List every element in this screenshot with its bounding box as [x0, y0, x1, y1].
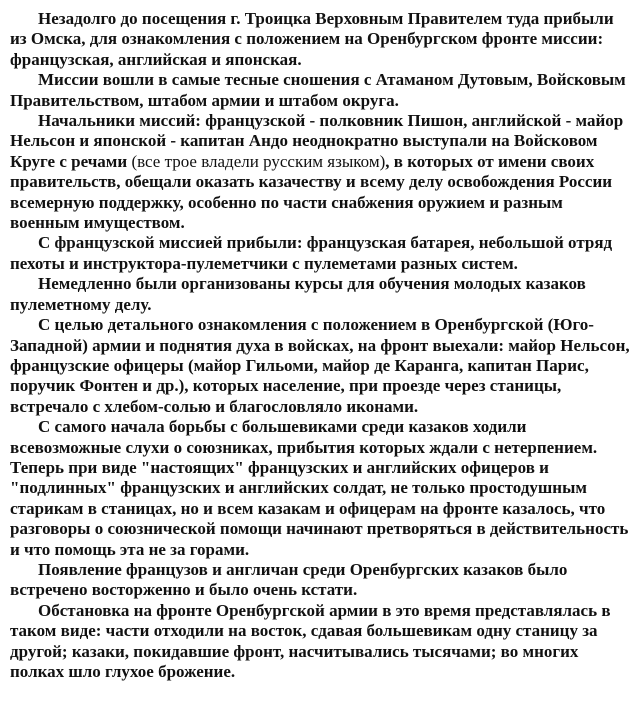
paragraph-4: С французской миссией прибыли: французская батарея, небольшой отряд пехоты и инструктора-пулеметчики с пулеметами разных систем. — [10, 233, 613, 273]
paragraph-5: Немедленно были организованы курсы для обучения молодых казаков пулеметному делу. — [10, 274, 586, 314]
paragraph-1: Незадолго до посещения г. Троицка Верховным Правителем туда прибыли из Омска, для ознакомления с положением на Оренбургском фронте миссии: французская, английская и японская. — [10, 9, 614, 69]
paragraph-3-text-after: , в которых от имени своих правительств, обещали оказать казачеству и всему делу освобождения России всемерную поддержку, особенно по части снабжения оружием и разным военным имуществом. — [10, 151, 613, 233]
paragraph-8: Появление французов и англичан среди Оренбургских казаков было встречено восторженно и было очень кстати. — [10, 559, 568, 600]
paragraph-6: С целью детального ознакомления с положением в Оренбургской (Юго-Западной) армии и поднятия духа в войсках, на фронт выехали: майор Нельсон, французские офицеры (майор Гильоми, майор де Каранга, капитан Парис, поручик Фонтен и др.), которых население, при проезде через станицы, встречало с хлебом-солью и благословляло иконами. — [10, 315, 630, 416]
paragraph-3-aside: (все трое владели русским языком) — [131, 151, 386, 171]
paragraph-3-text-before: Начальники миссий: французской - полковник Пишон, английской - майор Нельсон и японской - капитан Андо неоднократно выступали на Войсковом Круге с речами — [10, 111, 624, 171]
paragraph-9: Обстановка на фронте Оренбургской армии в это время представлялась в таком виде: части отходили на восток, сдавая большевикам одну станицу за другой; казаки, покидавшие фронт, насчитывались тысячами; во многих полках шло глухое брожение. — [10, 600, 611, 681]
paragraph-3 — [10, 111, 632, 233]
paragraph-2: Миссии вошли в самые тесные сношения с Атаманом Дутовым, Войсковым Правительством, штабом армии и штабом округа. — [10, 70, 626, 110]
paragraph-7: С самого начала борьбы с большевиками среди казаков ходили всевозможные слухи о союзниках, прибытия которых ждали с нетерпением. Теперь при виде "настоящих" французских и английских офицеров и "подлинных" французских и английских солдат, не только простодушным старикам в станицах, но и всем казакам и офицерам на фронте казалось, что разговоры о союзнической помощи начинают претворяться в действительность и что помощь эта не за горами. — [10, 417, 629, 559]
